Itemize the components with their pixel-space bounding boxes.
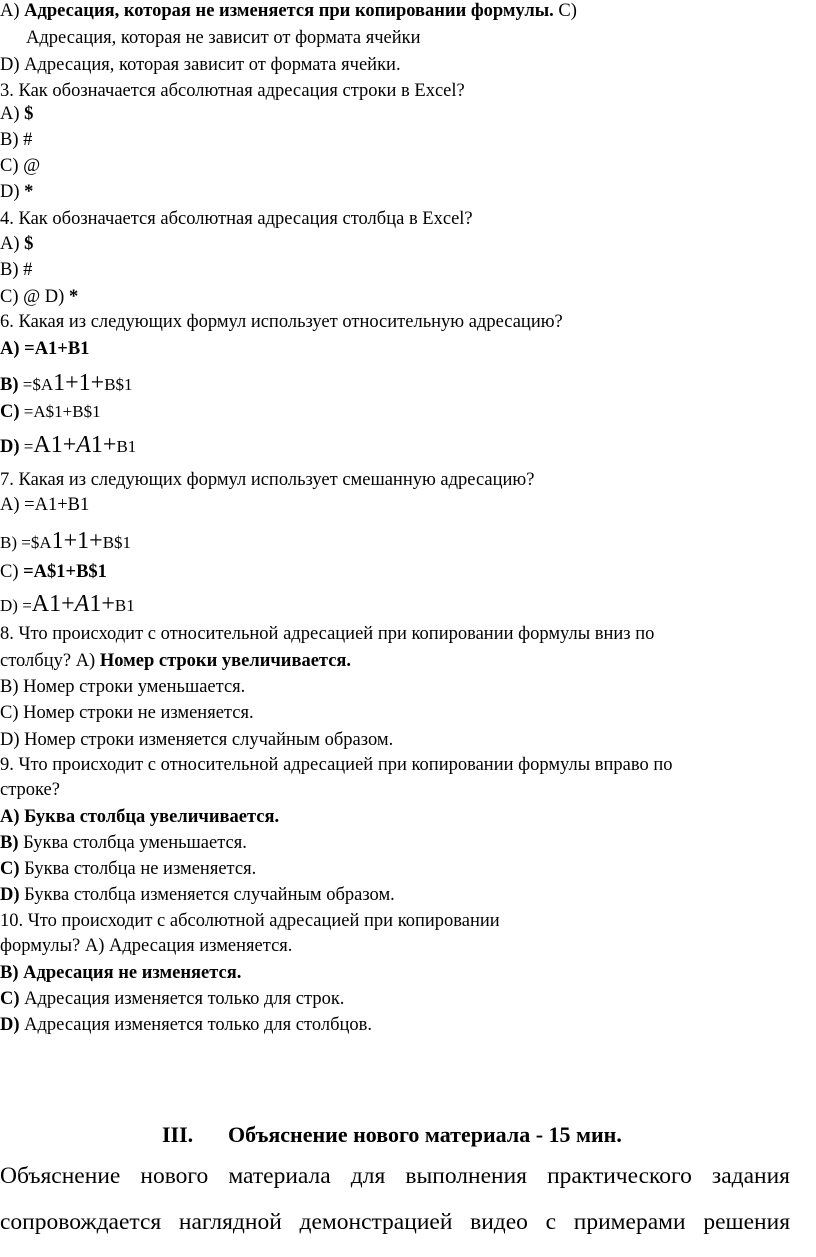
question-line: [0, 910, 500, 932]
text-segment: C) @ D): [0, 287, 69, 307]
text-segment: 4. Как обозначается абсолютная адресация столбца в Excel?: [0, 209, 473, 229]
bold-text: B): [0, 833, 19, 853]
text-segment: Адресация изменяется только для строк.: [19, 989, 345, 1009]
answer-line: [0, 962, 241, 984]
answer-line: [0, 988, 344, 1010]
answer-line: [0, 561, 107, 583]
question-line: [0, 935, 292, 957]
answer-line: [0, 676, 245, 698]
bold-text: A) =A1+B1: [0, 339, 90, 359]
text-segment: 1+1+: [53, 370, 105, 396]
text-segment: B$1: [104, 375, 133, 394]
text-segment: C): [553, 1, 577, 21]
bold-text: $: [24, 234, 34, 254]
bold-text: A) Буква столбца увеличивается.: [0, 807, 280, 827]
question-line: [0, 779, 60, 801]
text-segment: A1+: [31, 591, 75, 617]
text-segment: A: [74, 591, 90, 617]
text-segment: столбцу? A): [0, 651, 100, 671]
bold-text: C): [0, 989, 20, 1009]
question-line: [0, 469, 534, 491]
answer-line: [0, 806, 279, 828]
text-segment: 1+: [89, 591, 115, 617]
text-segment: B) #: [0, 130, 33, 150]
bold-text: *: [24, 182, 34, 202]
answer-line: [26, 27, 421, 49]
text-segment: 1+1+: [51, 528, 103, 554]
text-segment: Адресация, которая не зависит от формата ячейки: [26, 28, 421, 48]
bold-text: B) Адресация не изменяется.: [0, 963, 242, 983]
text-segment: 3. Как обозначается абсолютная адресация строки в Excel?: [0, 81, 465, 101]
answer-line: [0, 832, 247, 854]
section-heading: [162, 1121, 622, 1149]
text-segment: Буква столбца не изменяется.: [19, 859, 257, 879]
answer-line: [0, 858, 256, 880]
bold-text: =A$1+B$1: [23, 562, 107, 582]
section-number: III.: [162, 1122, 194, 1147]
question-line: [0, 754, 673, 776]
answer-line: [0, 494, 89, 516]
answer-line: [0, 259, 32, 281]
bold-text: C): [0, 402, 20, 422]
text-segment: B1: [114, 596, 135, 615]
question-line: [0, 80, 465, 102]
text-segment: D) =: [0, 596, 32, 615]
text-segment: A): [0, 104, 25, 124]
text-segment: 8. Что происходит с относительной адресацией при копировании формулы вниз по: [0, 624, 655, 644]
text-segment: 9. Что происходит с относительной адресацией при копировании формулы вправо по: [0, 755, 673, 775]
text-segment: A1+: [33, 432, 77, 458]
question-line: [0, 623, 654, 645]
answer-line: [0, 338, 89, 360]
answer-line: [0, 129, 32, 151]
answer-line: [0, 181, 33, 203]
text-segment: формулы? A) Адресация изменяется.: [0, 936, 293, 956]
answer-line: [0, 530, 131, 552]
bold-text: Номер строки увеличивается.: [99, 651, 352, 671]
answer-line: [0, 729, 393, 751]
text-segment: A) =A1+B1: [0, 495, 90, 515]
text-segment: Буква столбца изменяется случайным образом.: [19, 885, 395, 905]
question-line: [0, 650, 351, 672]
text-segment: 1+: [90, 432, 117, 458]
bold-text: *: [68, 287, 79, 307]
text-segment: =A$1+B$1: [19, 402, 101, 421]
answer-line: [0, 372, 133, 394]
text-segment: Адресация изменяется только для столбцов.: [19, 1015, 373, 1035]
text-segment: B$1: [102, 533, 132, 552]
paragraph-line-2: сопровождается наглядной демонстрацией видео с примерами решения: [0, 1209, 790, 1235]
text-segment: B) Номер строки уменьшается.: [0, 677, 246, 697]
answer-line: [0, 233, 33, 255]
text-segment: C) @: [0, 156, 41, 176]
text-segment: 6. Какая из следующих формул использует относительную адресацию?: [0, 312, 563, 332]
text-segment: строке?: [0, 780, 60, 800]
text-segment: Буква столбца уменьшается.: [18, 833, 247, 853]
answer-line: [0, 286, 78, 308]
text-segment: B) =$A: [0, 533, 52, 552]
answer-line: [0, 593, 135, 615]
answer-line: [0, 1014, 372, 1036]
text-segment: A: [76, 432, 91, 458]
text-segment: C) Номер строки не изменяется.: [0, 703, 254, 723]
bold-text: $: [24, 104, 34, 124]
text-segment: 10. Что происходит с абсолютной адресацией при копировании: [0, 911, 500, 931]
bold-text: Адресация, которая не изменяется при копировании формулы.: [24, 1, 554, 21]
bold-text: B): [0, 375, 19, 395]
text-segment: A): [0, 1, 25, 21]
question-line: [0, 311, 563, 333]
section-title: Объяснение нового материала - 15 мин.: [228, 1122, 622, 1147]
answer-line: [0, 103, 33, 125]
text-segment: D) Адресация, которая зависит от формата ячейки.: [0, 55, 401, 75]
text-segment: D) Номер строки изменяется случайным образом.: [0, 730, 394, 750]
answer-line: [0, 434, 136, 456]
text-segment: C): [0, 562, 24, 582]
text-segment: D): [0, 182, 25, 202]
bold-text: D): [0, 437, 20, 457]
text-segment: A): [0, 234, 25, 254]
answer-line: [0, 155, 40, 177]
answer-line: [0, 401, 101, 423]
answer-line: [0, 0, 577, 22]
text-segment: B) #: [0, 260, 33, 280]
text-segment: =$A: [18, 375, 54, 394]
bold-text: D): [0, 1015, 20, 1035]
bold-text: D): [0, 885, 20, 905]
answer-line: [0, 884, 395, 906]
text-segment: 7. Какая из следующих формул использует смешанную адресацию?: [0, 470, 535, 490]
text-segment: =: [19, 437, 34, 456]
bold-text: C): [0, 859, 20, 879]
paragraph-line-1: Объяснение нового материала для выполнения практического задания: [0, 1163, 790, 1189]
answer-line: [0, 54, 401, 76]
question-line: [0, 208, 473, 230]
answer-line: [0, 702, 254, 724]
text-segment: B1: [116, 437, 137, 456]
